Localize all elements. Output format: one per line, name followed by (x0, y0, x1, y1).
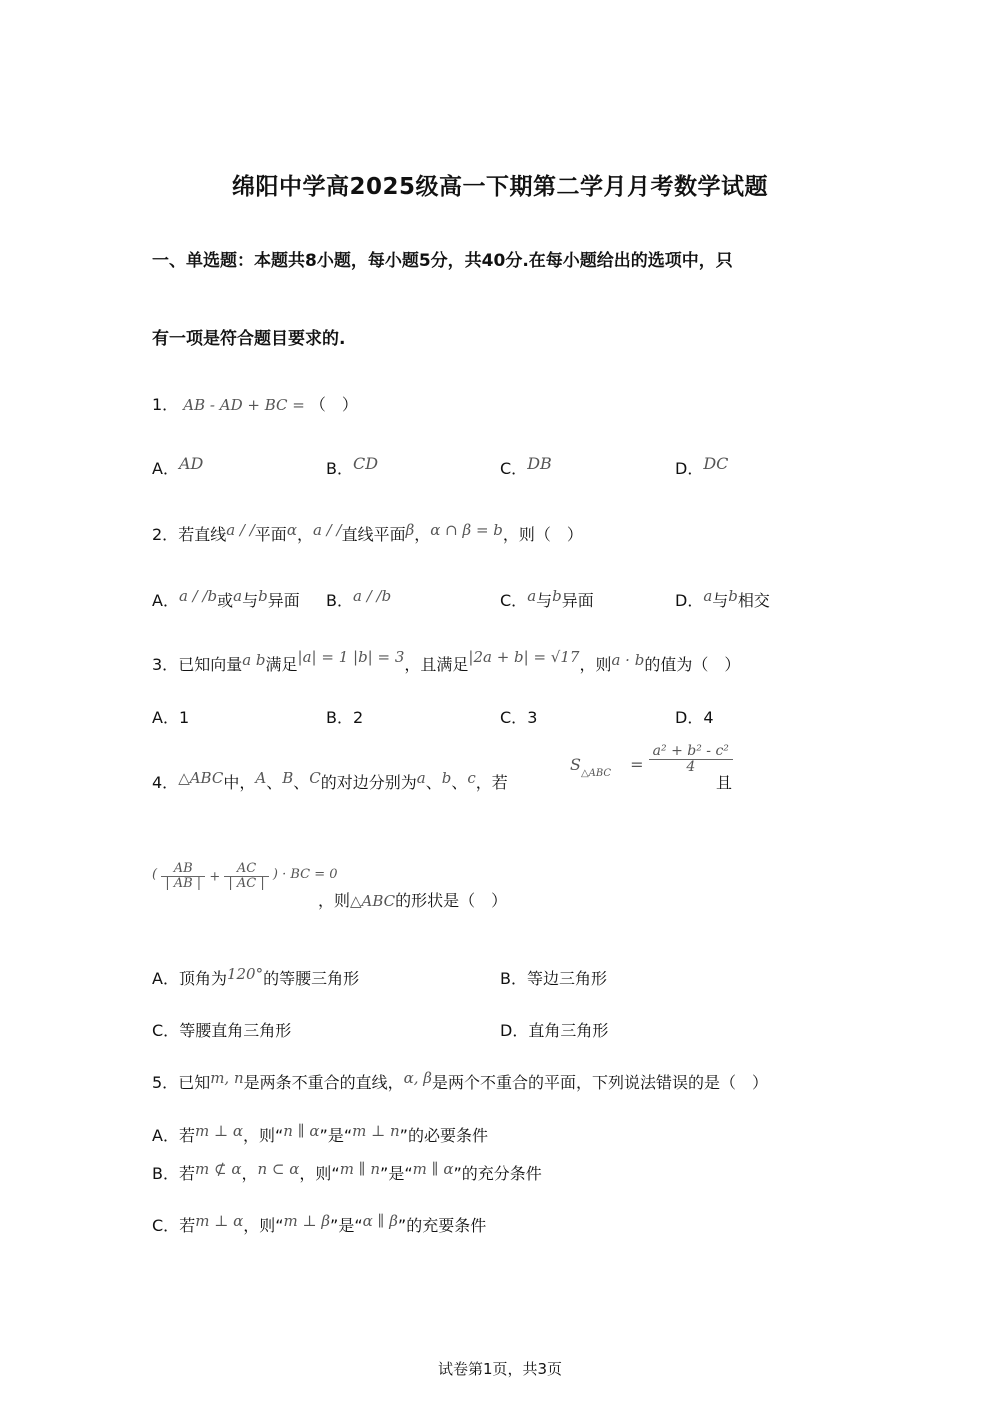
vector-ac: AC (224, 862, 268, 877)
question-text: ，则（ ） (502, 525, 583, 544)
option-label: A． (152, 969, 179, 988)
fraction-numerator: a² + b² - c² (649, 744, 733, 760)
option-math: AD (178, 454, 204, 473)
option-label: C． (500, 459, 528, 478)
option-text: 与 (712, 591, 729, 610)
unit-vector-ac (224, 862, 268, 892)
q3-option-b[interactable] (326, 705, 363, 728)
question-1 (152, 392, 358, 415)
option-label: B． (326, 459, 353, 478)
q3-option-d[interactable] (675, 705, 714, 728)
option-label: D． (675, 459, 704, 478)
question-number: 4． (152, 773, 179, 792)
q5-option-c[interactable] (152, 1213, 486, 1236)
area-formula (570, 743, 733, 780)
question-number: 3． (152, 655, 179, 674)
question-5 (152, 1070, 768, 1093)
option-math: DC (703, 454, 729, 473)
option-text: 与 (242, 591, 259, 610)
question-text: 平面 (254, 525, 287, 544)
answer-paren: （ ） (309, 395, 358, 414)
option-text: 与 (536, 591, 553, 610)
math-expression: α ∩ β = b (430, 521, 503, 539)
option-math: 120° (226, 965, 264, 983)
question-text: 、 (266, 773, 283, 792)
option-math: m ⊄ α (195, 1160, 242, 1178)
formula-s: S (570, 755, 581, 775)
plus-sign: + (209, 869, 221, 885)
math-expression: |2a + b| = √17 (468, 648, 580, 666)
option-math: m ⊥ α (194, 1122, 243, 1140)
question-text: 已知向量 (178, 655, 243, 674)
option-math: a (703, 587, 713, 605)
q2-option-b[interactable] (326, 588, 391, 611)
option-label: A． (152, 591, 179, 610)
option-value: 3 (527, 708, 538, 727)
option-text: ”的充分条件 (453, 1164, 542, 1183)
math-expression: a · b (611, 651, 645, 669)
option-text: 等边三角形 (526, 969, 607, 988)
question-text: ，若 (475, 773, 508, 792)
q4-option-c[interactable] (152, 1018, 291, 1041)
q5-option-a[interactable] (152, 1123, 488, 1146)
option-label: D． (500, 1021, 529, 1040)
option-math: α ∥ β (362, 1212, 398, 1230)
question-text: 若直线 (178, 525, 227, 544)
option-math: m ∥ n (339, 1160, 381, 1178)
question-3 (152, 648, 741, 675)
vector-ac-magnitude: | AC | (228, 876, 265, 892)
math-expression: α (286, 521, 297, 539)
question-text: 的值为（ ） (644, 655, 741, 674)
math-expression: a / / (312, 521, 342, 539)
option-math: DB (527, 454, 552, 473)
vector-ab-magnitude: | AB | (165, 876, 202, 892)
math-expression: b (441, 769, 452, 787)
option-text: ”是“ (319, 1126, 353, 1145)
question-number: 1． (152, 395, 179, 414)
option-text: 相交 (737, 591, 770, 610)
q3-option-a[interactable] (152, 705, 189, 728)
question-text: ， (414, 525, 431, 544)
option-label: A． (152, 1126, 179, 1145)
option-label: B． (326, 708, 353, 727)
q2-option-d[interactable] (675, 588, 770, 611)
page-title: 绵阳中学高2025级高一下期第二学月月考数学试题 (231, 174, 768, 200)
option-math: CD (352, 454, 379, 473)
question-text: 直线平面 (341, 525, 406, 544)
question-4-ask (318, 888, 507, 911)
q1-option-b[interactable] (326, 456, 378, 479)
question-text: 已知 (178, 1073, 211, 1092)
option-text: ，则“ (299, 1164, 340, 1183)
question-text: ， (296, 525, 313, 544)
question-text: 、 (425, 773, 442, 792)
q4-option-b[interactable] (500, 966, 607, 989)
page-footer: 试卷第1页，共3页 (437, 1360, 563, 1378)
option-label: D． (675, 591, 704, 610)
option-label: A． (152, 459, 179, 478)
math-expression: c (467, 769, 476, 787)
q5-option-b[interactable] (152, 1161, 542, 1184)
option-math: a / /b (178, 587, 218, 605)
option-text: ”是“ (330, 1216, 363, 1235)
option-math: m ⊥ n (352, 1122, 400, 1140)
formula-equals: = (630, 755, 644, 775)
q1-option-c[interactable] (500, 456, 552, 479)
option-text: ，则“ (242, 1126, 284, 1145)
option-text: ，则“ (243, 1216, 284, 1235)
option-text: 若 (178, 1164, 195, 1183)
question-text: 、 (451, 773, 468, 792)
q3-option-c[interactable] (500, 705, 537, 728)
option-text: 异面 (561, 591, 594, 610)
math-expression: A (255, 769, 267, 787)
vector-ab: AB (161, 862, 205, 877)
q4-option-a[interactable] (152, 966, 359, 989)
question-4-continued: 且 (716, 773, 733, 792)
question-text: 的形状是（ ） (395, 891, 508, 910)
q1-option-a[interactable] (152, 456, 203, 479)
option-label: B． (152, 1164, 179, 1183)
option-text: 异面 (267, 591, 300, 610)
option-value: 4 (703, 708, 714, 727)
option-math: b (258, 587, 268, 605)
math-expression: α, β (403, 1069, 432, 1087)
option-text: 顶角为 (178, 969, 227, 988)
section-heading-line1: 一、单选题：本题共8小题，每小题5分，共40分.在每小题给出的选项中，只 (152, 251, 733, 271)
math-expression: |a| = 1 |b| = 3 (297, 648, 405, 666)
math-expression: a b (242, 651, 266, 669)
option-math: b (728, 587, 738, 605)
question-text: ，则 (318, 891, 351, 910)
section-heading-line2: 有一项是符合题目要求的. (152, 329, 346, 349)
option-math: n ⊂ α (257, 1160, 300, 1178)
option-label: C． (152, 1021, 180, 1040)
question-text: 的对边分别为 (320, 773, 417, 792)
option-label: B． (326, 591, 353, 610)
question-text: ，且满足 (404, 655, 469, 674)
question-text: ，则 (579, 655, 612, 674)
option-text: 等腰直角三角形 (179, 1021, 292, 1040)
math-expression: a / / (226, 521, 255, 539)
unit-vector-ab (161, 862, 205, 892)
option-label: C． (500, 708, 528, 727)
option-label: A． (152, 708, 179, 727)
option-math: m ⊥ β (283, 1212, 331, 1230)
option-text: 或 (217, 591, 234, 610)
math-expression: B (282, 769, 294, 787)
option-label: C． (152, 1216, 180, 1235)
q1-option-d[interactable] (675, 456, 728, 479)
option-text: 若 (179, 1216, 196, 1235)
question-text: 中， (223, 773, 256, 792)
option-math: n ∥ α (283, 1122, 320, 1140)
dot-bc-zero: · BC = 0 (282, 867, 338, 883)
q4-option-d[interactable] (500, 1018, 608, 1041)
option-text: ， (241, 1164, 258, 1183)
option-text: 的等腰三角形 (263, 969, 360, 988)
math-expression: m, n (210, 1069, 244, 1087)
option-text: 直角三角形 (528, 1021, 609, 1040)
q2-option-a[interactable] (152, 588, 300, 611)
math-expression: C (309, 769, 321, 787)
option-text: ”是“ (380, 1164, 413, 1183)
option-math: a (233, 587, 243, 605)
vector-condition: ( $\frac{AB}{| AB |}$ + $\frac{AC}{| AC |}$ ) · BC = 0 (152, 861, 338, 892)
q2-option-c[interactable] (500, 588, 594, 611)
option-math: a / /b (352, 587, 392, 605)
option-value: 2 (352, 708, 364, 727)
option-text: ”的必要条件 (399, 1126, 488, 1145)
math-expression: a (416, 769, 426, 787)
question-text: 是两个不重合的平面，下列说法错误的是（ ） (431, 1073, 768, 1092)
question-text: 是两条不重合的直线， (243, 1073, 404, 1092)
math-expression: AB - AD + BC = (183, 396, 305, 414)
math-expression: △ABC (178, 769, 224, 787)
option-value: 1 (178, 708, 190, 727)
math-expression: △ABC (350, 892, 396, 910)
question-number: 5． (152, 1073, 179, 1092)
option-math: m ⊥ α (195, 1212, 244, 1230)
option-text: ”的充要条件 (397, 1216, 487, 1235)
option-text: 若 (178, 1126, 195, 1145)
question-2 (152, 522, 583, 545)
math-expression: β (405, 521, 415, 539)
option-math: b (552, 587, 562, 605)
option-math: m ∥ α (412, 1160, 454, 1178)
formula-subscript: △ABC (580, 768, 612, 780)
fraction-denominator: 4 (686, 759, 696, 776)
option-math: a (527, 587, 537, 605)
question-number: 2． (152, 525, 179, 544)
option-label: D． (675, 708, 704, 727)
option-label: B． (500, 969, 527, 988)
option-label: C． (500, 591, 528, 610)
question-text: 满足 (265, 655, 298, 674)
question-4 (152, 770, 508, 793)
question-text: 、 (293, 773, 310, 792)
